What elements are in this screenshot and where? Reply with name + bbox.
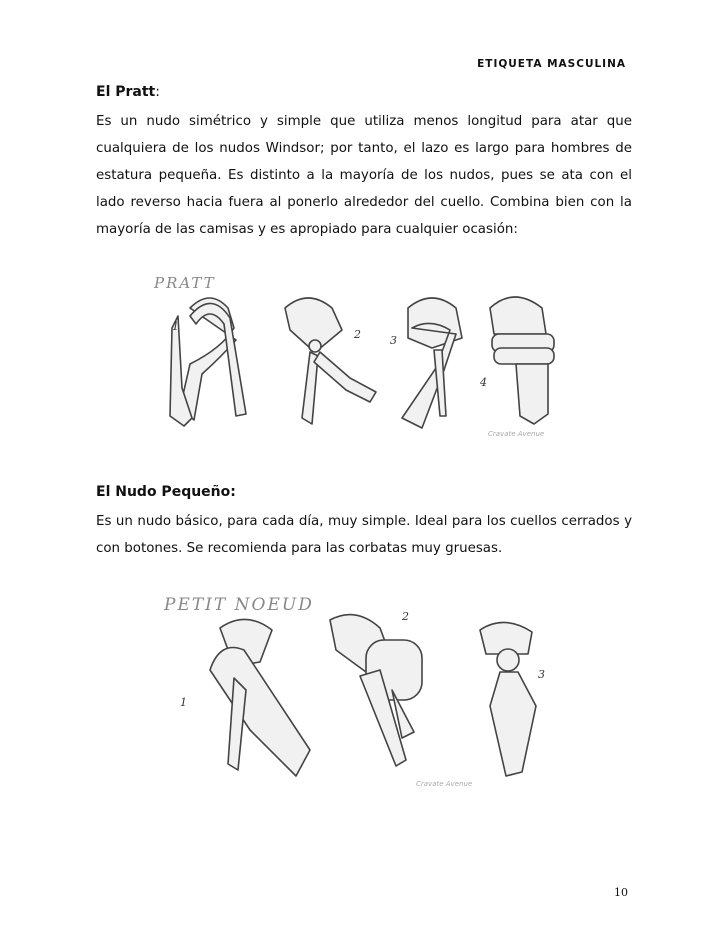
section-title-text: El Pratt — [96, 84, 156, 100]
pratt-illustration-signature: Cravate Avenue — [488, 430, 545, 438]
section-title-nudo-pequeno: El Nudo Pequeño: — [96, 484, 236, 500]
pratt-step-1-drawing — [170, 298, 246, 426]
petit-noeud-step-3-drawing — [480, 622, 536, 776]
petit-noeud-step-number: 1 — [180, 696, 187, 709]
pratt-step-number: 3 — [390, 334, 397, 347]
pratt-step-number: 2 — [354, 328, 361, 341]
pratt-step-number: 4 — [480, 376, 487, 389]
petit-noeud-illustration — [160, 580, 560, 790]
petit-noeud-step-number: 3 — [538, 668, 545, 681]
pratt-step-2-drawing — [285, 298, 376, 424]
page-number: 10 — [614, 886, 628, 899]
section-paragraph-pratt: Es un nudo simétrico y simple que utiliza menos longitud para atar que cualquiera de los nudos Windsor; por tanto, el lazo es largo para hombres de estatura pequeña. Es distinto a la mayoría de los nudos, pues se ata con el lado reverso hacia fuera al ponerlo alrededor del cuello. Combina bien con la mayoría de las camisas y es apropiado para cualquier ocasión: — [96, 114, 632, 237]
section-title-colon: : — [155, 84, 160, 100]
pratt-step-4-drawing — [490, 297, 554, 424]
petit-noeud-illustration-label: PETIT NOEUD — [164, 595, 314, 615]
pratt-step-3-drawing — [402, 298, 462, 428]
pratt-illustration — [150, 268, 570, 448]
petit-noeud-step-number: 2 — [402, 610, 409, 623]
petit-noeud-step-2-drawing — [330, 615, 422, 766]
pratt-illustration-label: PRATT — [154, 274, 216, 292]
section-title-pratt — [96, 84, 160, 100]
pratt-step-number: 1 — [172, 320, 179, 333]
petit-noeud-illustration-signature: Cravate Avenue — [416, 780, 473, 788]
running-header: ETIQUETA MASCULINA — [477, 58, 626, 70]
section-paragraph-nudo-pequeno: Es un nudo básico, para cada día, muy simple. Ideal para los cuellos cerrados y con botones. Se recomienda para las corbatas muy gruesas. — [96, 514, 632, 556]
petit-noeud-step-1-drawing — [210, 619, 310, 776]
